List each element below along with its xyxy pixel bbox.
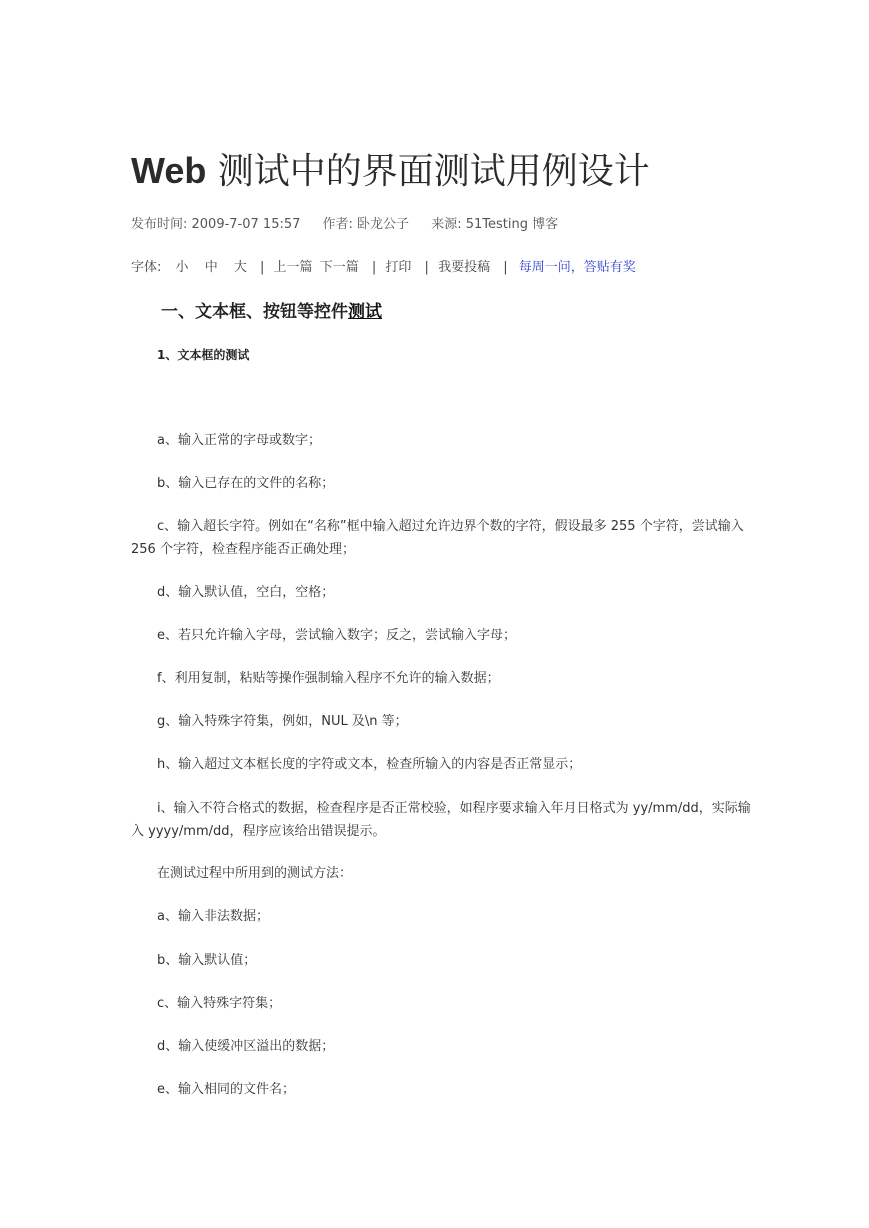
section-heading-text: 一、文本框、按钮等控件	[161, 302, 348, 322]
article-title-latin: Web	[131, 150, 207, 191]
body-paragraph: e、输入相同的文件名；	[157, 1082, 295, 1097]
article-toolbar	[131, 259, 636, 277]
body-paragraph: b、输入默认值；	[157, 953, 257, 968]
separator: |	[260, 260, 265, 275]
body-paragraph: h、输入超过文本框长度的字符或文本，检查所输入的内容是否正常显示；	[157, 757, 582, 772]
font-large-link[interactable]: 大	[233, 260, 247, 275]
print-link[interactable]: 打印	[385, 260, 412, 275]
body-paragraph: b、输入已存在的文件的名称；	[157, 476, 335, 491]
author: 作者: 卧龙公子	[322, 217, 410, 232]
body-paragraph: 在测试过程中所用到的测试方法：	[157, 866, 353, 881]
font-size-label: 字体:	[131, 260, 162, 275]
separator: |	[371, 260, 377, 275]
sub-heading: 1、文本框的测试	[157, 348, 250, 362]
separator: |	[424, 260, 429, 275]
source: 来源: 51Testing 博客	[431, 217, 559, 232]
body-paragraph: e、若只允许输入字母，尝试输入数字；反之，尝试输入字母；	[157, 628, 516, 643]
submit-article-link[interactable]: 我要投稿	[438, 260, 491, 275]
body-paragraph: g、输入特殊字符集，例如，NUL 及\n 等；	[157, 714, 408, 729]
publish-time: 发布时间: 2009-7-07 15:57	[131, 217, 301, 232]
prev-article-link[interactable]: 上一篇	[273, 260, 313, 275]
body-paragraph: d、输入默认值，空白，空格；	[157, 585, 335, 600]
body-paragraph: d、输入使缓冲区溢出的数据；	[157, 1039, 335, 1054]
body-paragraph: a、输入正常的字母或数字；	[157, 433, 321, 448]
body-paragraph: a、输入非法数据；	[157, 909, 269, 924]
font-small-link[interactable]: 小	[175, 260, 189, 275]
body-paragraph: c、输入超长字符。例如在“名称”框中输入超过允许边界个数的字符，假设最多 255 个字符，尝试输入 256 个字符，检查程序能否正确处理；	[131, 519, 744, 557]
body-paragraph: f、利用复制，粘贴等操作强制输入程序不允许的输入数据；	[157, 671, 500, 686]
weekly-question-link[interactable]: 每周一问，答贴有奖	[518, 260, 636, 275]
body-paragraph: c、输入特殊字符集；	[157, 996, 282, 1011]
next-article-link[interactable]: 下一篇	[319, 260, 359, 275]
body-paragraph: i、输入不符合格式的数据，检查程序是否正常校验，如程序要求输入年月日格式为 yy/mm/dd，实际输入 yyyy/mm/dd，程序应该给出错误提示。	[131, 801, 751, 839]
testing-link[interactable]: 测试	[348, 302, 382, 322]
article-meta	[131, 216, 576, 234]
article-title-rest: 测试中的界面测试用例设计	[206, 151, 650, 192]
article-title	[131, 148, 650, 195]
separator: |	[503, 260, 508, 275]
font-medium-link[interactable]: 中	[204, 260, 218, 275]
section-heading	[161, 300, 382, 324]
